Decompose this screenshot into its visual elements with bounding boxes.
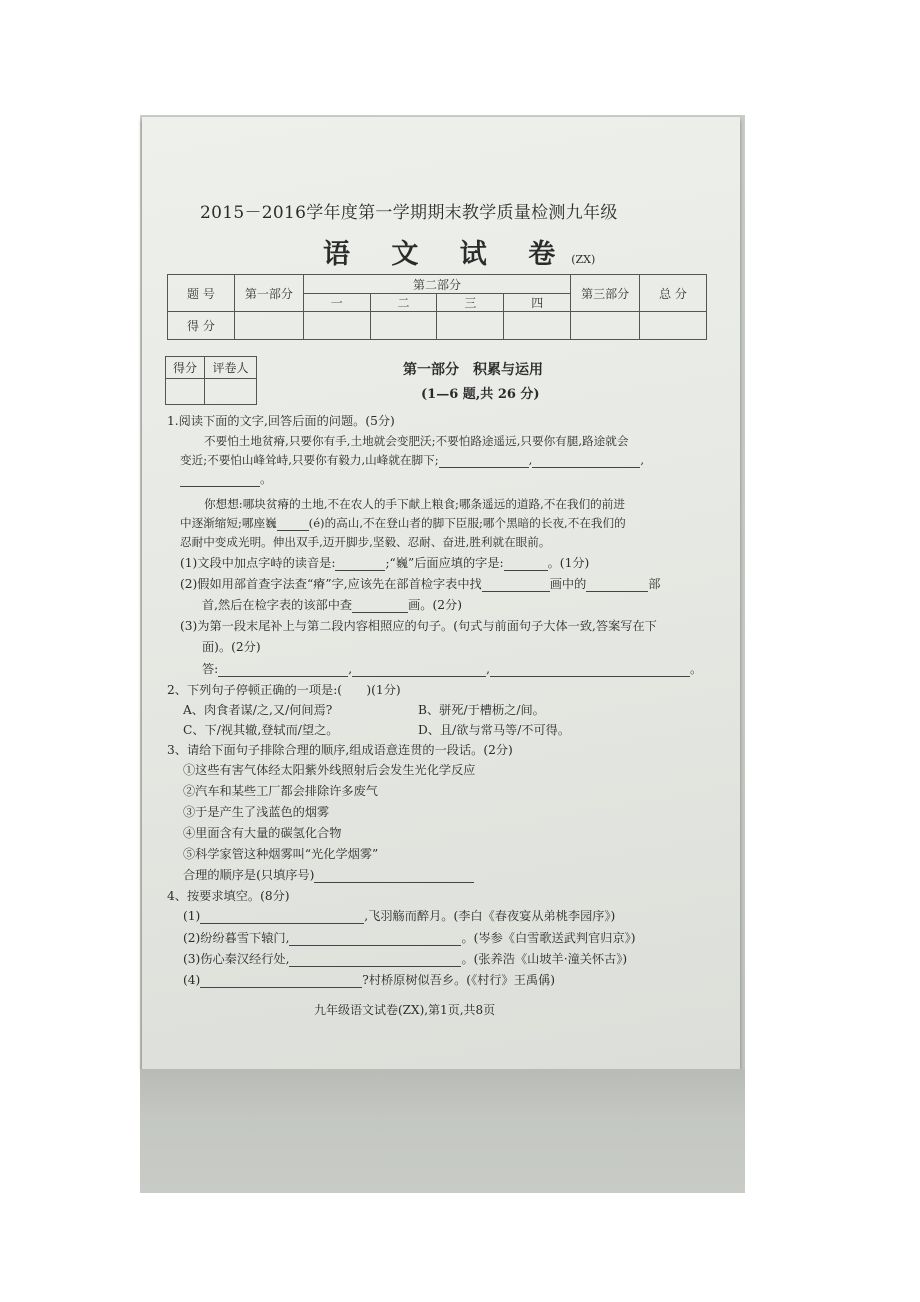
q1-sub2-blank-2[interactable] — [586, 579, 648, 592]
q4-line-3-text-a: (3)伤心秦汉经行处, — [183, 952, 290, 966]
score-table-sub-1: 一 — [303, 294, 370, 312]
q1-para2-line2-a: 中逐渐缩短;哪座巍 — [180, 516, 277, 530]
section-title: 第一部分 积累与运用 — [403, 362, 543, 378]
q4-stem: 4、按要求填空。(8分) — [167, 889, 290, 903]
q4-line-1 — [183, 909, 615, 924]
q3-answer-label: 合理的顺序是(只填序号) — [183, 868, 315, 882]
q4-line-1-text: ,飞羽觞而醉月。(李白《春夜宴从弟桃李园序》) — [364, 909, 616, 923]
score-cell — [437, 312, 504, 340]
q2-stem: 2、下列句子停顿正确的一项是:( )(1分) — [167, 683, 401, 697]
exam-title-text: 语 文 试 卷 — [323, 239, 572, 270]
q1-para1-line2 — [180, 453, 644, 468]
grader-box-score-cell — [166, 379, 205, 405]
q1-answer-blank-1[interactable] — [218, 664, 348, 677]
q3-item-3: ③于是产生了浅蓝色的烟雾 — [183, 805, 330, 819]
comma: , — [486, 662, 491, 676]
q4-line-2-text-a: (2)纷纷暮雪下辕门, — [183, 931, 290, 945]
score-cell — [640, 312, 707, 340]
q1-para2-line3: 忍耐中变成光明。伸出双手,迈开脚步,坚毅、忍耐、奋进,胜利就在眼前。 — [180, 535, 551, 549]
q2-option-d[interactable]: D、且/欲与常马等/不可得。 — [418, 723, 571, 737]
exam-title-code: (ZX) — [571, 253, 596, 266]
exam-title — [323, 232, 595, 271]
q4-line-4-text: ?村桥原树似吾乡。(《村行》王禹偁) — [362, 973, 556, 987]
q4-line-2-text-b: 。(岑参《白雪歌送武判官归京》) — [461, 931, 636, 945]
score-table-header-total: 总 分 — [640, 275, 707, 312]
q4-blank-3[interactable] — [289, 954, 461, 967]
q1-sub1-c: 。(1分) — [547, 556, 590, 570]
score-cell — [234, 312, 303, 340]
q1-para2-line2 — [180, 516, 626, 531]
comma: , — [348, 662, 353, 676]
exam-subtitle: 2015－2016学年度第一学期期末教学质量检测九年级 — [200, 203, 618, 223]
q1-sub1-blank-2[interactable] — [504, 558, 548, 571]
q3-item-1: ①这些有害气体经太阳紫外线照射后会发生光化学反应 — [183, 763, 476, 777]
q1-para2-line2-b: (é)的高山,不在登山者的脚下臣服;哪个黑暗的长夜,不在我们的 — [308, 516, 626, 530]
q4-line-4 — [183, 973, 555, 988]
q2-option-b[interactable]: B、骈死/于槽枥之/间。 — [418, 703, 545, 717]
q1-para2-line1: 你想想:哪块贫瘠的土地,不在农人的手下献上粮食;哪条遥远的道路,不在我们的前进 — [204, 497, 625, 511]
q1-sub2-blank-3[interactable] — [352, 600, 408, 613]
q4-line-3 — [183, 952, 627, 967]
q1-sub1-a: (1)文段中加点字峙的读音是: — [180, 556, 336, 570]
score-cell — [571, 312, 640, 340]
q4-line-3-text-b: 。(张养浩《山坡羊·潼关怀古》) — [461, 952, 628, 966]
score-cell — [370, 312, 437, 340]
q1-answer-blank-2[interactable] — [352, 664, 486, 677]
q1-sub3-cont: 面)。(2分) — [202, 640, 261, 654]
q1-sub1-b: ;“巍”后面应填的字是: — [385, 556, 504, 570]
grader-box-grader-cell — [205, 379, 257, 405]
page-footer: 九年级语文试卷(ZX),第1页,共8页 — [314, 1003, 496, 1017]
score-table-sub-4: 四 — [504, 294, 571, 312]
q1-sub2-d: 首,然后在检字表的该部中查 — [202, 598, 353, 612]
score-table-header-part2: 第二部分 — [303, 275, 570, 294]
q1-blank-1[interactable] — [439, 455, 529, 468]
score-table-row-label: 得 分 — [168, 312, 235, 340]
q1-sub2-b: 画中的 — [549, 577, 587, 591]
q1-sub2 — [180, 577, 660, 592]
q4-blank-4[interactable] — [200, 975, 362, 988]
score-table-header-number: 题 号 — [168, 275, 235, 312]
q2-option-c[interactable]: C、下/视其辙,登轼而/望之。 — [183, 723, 339, 737]
q1-sub2-cont — [202, 598, 462, 613]
q4-line-4-num: (4) — [183, 973, 201, 987]
q1-sub2-e: 画。(2分) — [408, 598, 462, 612]
q1-para1-line3 — [180, 472, 272, 487]
q3-answer-line — [183, 868, 474, 883]
comma: , — [640, 453, 645, 467]
q3-item-2: ②汽车和某些工厂都会排除许多废气 — [183, 784, 378, 798]
q1-blank-3[interactable] — [180, 474, 260, 487]
q4-line-2 — [183, 931, 636, 946]
score-table-sub-3: 三 — [437, 294, 504, 312]
q1-answer-label: 答: — [202, 662, 219, 676]
q3-stem: 3、请给下面句子排除合理的顺序,组成语意连贯的一段话。(2分) — [167, 743, 513, 757]
q3-item-5: ⑤科学家管这种烟雾叫“光化学烟雾” — [183, 847, 379, 861]
photo-bottom-area — [140, 1069, 745, 1193]
q1-stem: 1.阅读下面的文字,回答后面的问题。(5分) — [167, 414, 395, 428]
score-table-header-part3: 第三部分 — [571, 275, 640, 312]
score-table — [167, 274, 707, 340]
q3-item-4: ④里面含有大量的碳氢化合物 — [183, 826, 342, 840]
q3-answer-blank[interactable] — [314, 870, 474, 883]
q1-para1-line2-text: 变近;不要怕山峰耸峙,只要你有毅力,山峰就在脚下; — [180, 453, 439, 467]
score-table-sub-2: 二 — [370, 294, 437, 312]
q1-sub2-blank-1[interactable] — [482, 579, 550, 592]
q1-answer-line — [202, 662, 702, 677]
q1-para1-line1: 不要怕土地贫瘠,只要你有手,土地就会变肥沃;不要怕路途遥远,只要你有腿,路途就会 — [204, 434, 629, 448]
comma: , — [528, 453, 533, 467]
section-range: (1—6 题,共 26 分) — [421, 387, 540, 402]
grader-box — [165, 356, 257, 405]
grader-box-grader-label: 评卷人 — [205, 357, 257, 379]
q2-option-a[interactable]: A、肉食者谋/之,又/何间焉? — [183, 703, 333, 717]
q1-sub2-c: 部 — [648, 577, 661, 591]
q4-blank-2[interactable] — [289, 933, 461, 946]
q1-blank-wei[interactable] — [277, 518, 309, 531]
q1-sub1-blank-1[interactable] — [335, 558, 385, 571]
q1-blank-2[interactable] — [532, 455, 640, 468]
q1-sub1 — [180, 556, 589, 571]
period: 。 — [690, 662, 703, 676]
q1-answer-blank-3[interactable] — [490, 664, 690, 677]
q1-sub3: (3)为第一段末尾补上与第二段内容相照应的句子。(句式与前面句子大体一致,答案写在下 — [180, 619, 657, 633]
score-cell — [303, 312, 370, 340]
grader-box-score-label: 得分 — [166, 357, 205, 379]
q4-line-1-num: (1) — [183, 909, 201, 923]
period: 。 — [260, 472, 273, 486]
q1-sub2-a: (2)假如用部首查字法查“瘠”字,应该先在部首检字表中找 — [180, 577, 482, 591]
score-cell — [504, 312, 571, 340]
q4-blank-1[interactable] — [200, 911, 364, 924]
score-table-header-part1: 第一部分 — [234, 275, 303, 312]
